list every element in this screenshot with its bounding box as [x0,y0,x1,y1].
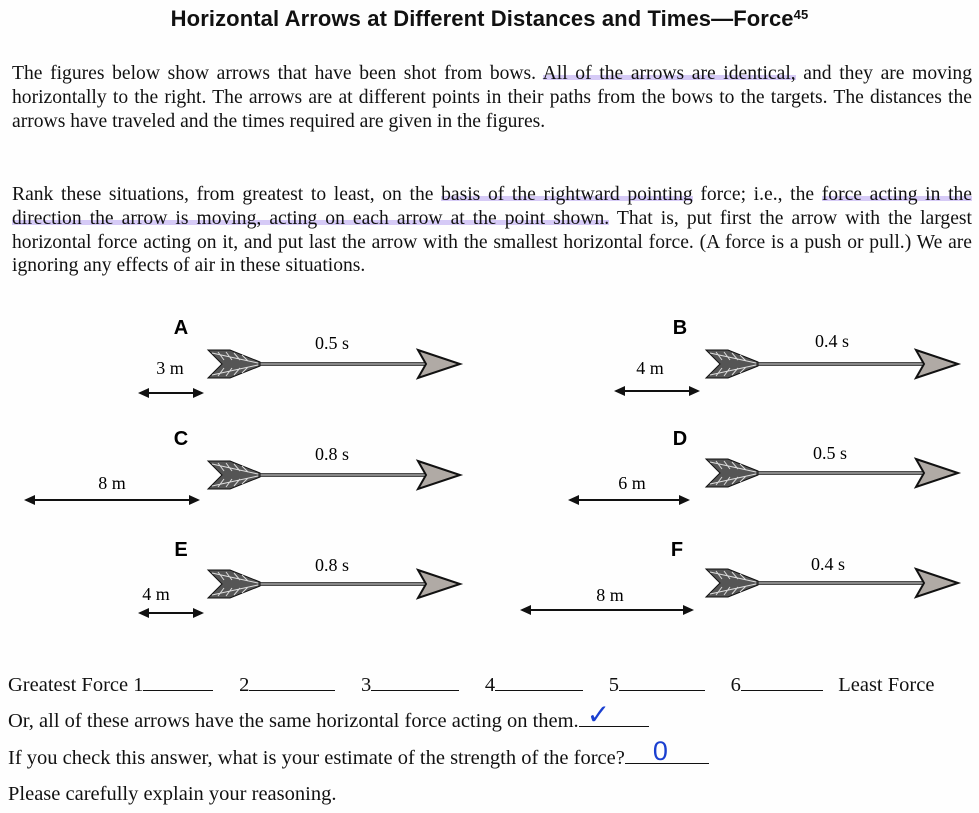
estimate-blank[interactable] [625,736,709,766]
explain-row [8,783,336,806]
distance-arrow-f [520,605,694,615]
rank-blank-2[interactable] [249,672,335,691]
instructions-paragraph [12,183,972,278]
rank-blank-5[interactable] [619,672,705,691]
distance-label-d: 6 m [618,473,646,493]
figure-b [614,317,958,396]
rank-number-4: 4 [484,674,496,696]
figures-panel [0,300,979,640]
distance-label-f: 8 m [596,585,624,605]
intro-highlight: All of the arrows are identical, [542,63,796,84]
arrow-d [706,459,958,487]
figure-label-c: C [173,428,189,450]
time-label-e: 0.8 s [314,555,350,575]
figure-a [138,317,460,398]
same-force-blank[interactable] [579,699,649,730]
arrow-a [208,350,460,378]
rank-number-1: 1 [133,674,144,696]
instructions-highlight-1: basis of the rightward pointing [441,184,693,205]
explain-text: Please carefully explain your reasoning. [8,783,337,805]
distance-arrow-d [568,495,690,505]
instructions-highlight-2: force acting in the direction the arrow is moving, acting on each arrow at the point shown. [12,184,973,229]
distance-arrow-b [614,386,700,396]
distance-label-e: 4 m [142,584,170,604]
arrow-c [208,461,460,489]
figure-label-f: F [670,539,684,561]
figure-f [520,539,958,615]
same-force-row [8,699,649,733]
rank-number-2: 2 [239,674,250,696]
time-label-b: 0.4 s [814,331,850,351]
same-force-text: Or, all of these arrows have the same horizontal force acting on them. [8,710,579,732]
title-number: 45 [793,7,809,22]
ranking-row [8,672,934,697]
estimate-text: If you check this answer, what is your estimate of the strength of the force? [8,747,625,769]
least-force-label: Least Force [838,674,935,696]
rank-number-6: 6 [730,674,741,696]
distance-arrow-e [138,608,204,618]
rank-blank-6[interactable] [741,672,823,691]
instructions-text-3: That is, put first the arrow with the largest horizontal force acting on it, and put last the arrow with the smallest horizontal force. (A force is a push or pull.) We are ignoring any effects of air in these situations. [12,207,972,277]
estimate-row [8,736,709,770]
figure-label-a: A [173,317,189,339]
distance-arrow-c [24,495,200,505]
intro-paragraph [12,62,972,133]
distance-arrow-a [138,388,204,398]
rank-blank-3[interactable] [371,672,459,691]
greatest-force-label: Greatest Force [8,674,129,696]
title-text: Horizontal Arrows at Different Distances and Times—Force [170,6,794,31]
intro-text: The figures below show arrows that have been shot from bows. [12,63,543,84]
time-label-d: 0.5 s [812,443,848,463]
checkmark-icon: ✓ [586,699,611,730]
page-title [0,6,979,32]
instructions-text-2: force; i.e., the [692,184,822,205]
figure-label-d: D [672,428,688,450]
rank-number-3: 3 [360,674,372,696]
arrow-b [706,350,958,378]
rank-number-5: 5 [608,674,619,696]
estimate-answer: 0 [652,736,668,766]
figure-label-e: E [174,539,188,561]
figure-e [138,539,460,618]
instructions-text: Rank these situations, from greatest to least, on the [12,184,442,205]
time-label-f: 0.4 s [810,554,846,574]
figure-c [24,428,460,505]
figure-d [568,428,958,505]
distance-label-b: 4 m [636,358,664,378]
intro-text-rest: and they are moving horizontally to the right. The arrows are at different points in their paths from the bows to the targets. The distances the arrows have traveled and the times required are given in the figures. [12,63,972,132]
time-label-a: 0.5 s [314,333,350,353]
time-label-c: 0.8 s [314,444,350,464]
distance-label-a: 3 m [156,358,184,378]
rank-blank-4[interactable] [495,672,583,691]
rank-blank-1[interactable] [143,672,213,691]
figure-label-b: B [672,317,688,339]
distance-label-c: 8 m [98,473,126,493]
